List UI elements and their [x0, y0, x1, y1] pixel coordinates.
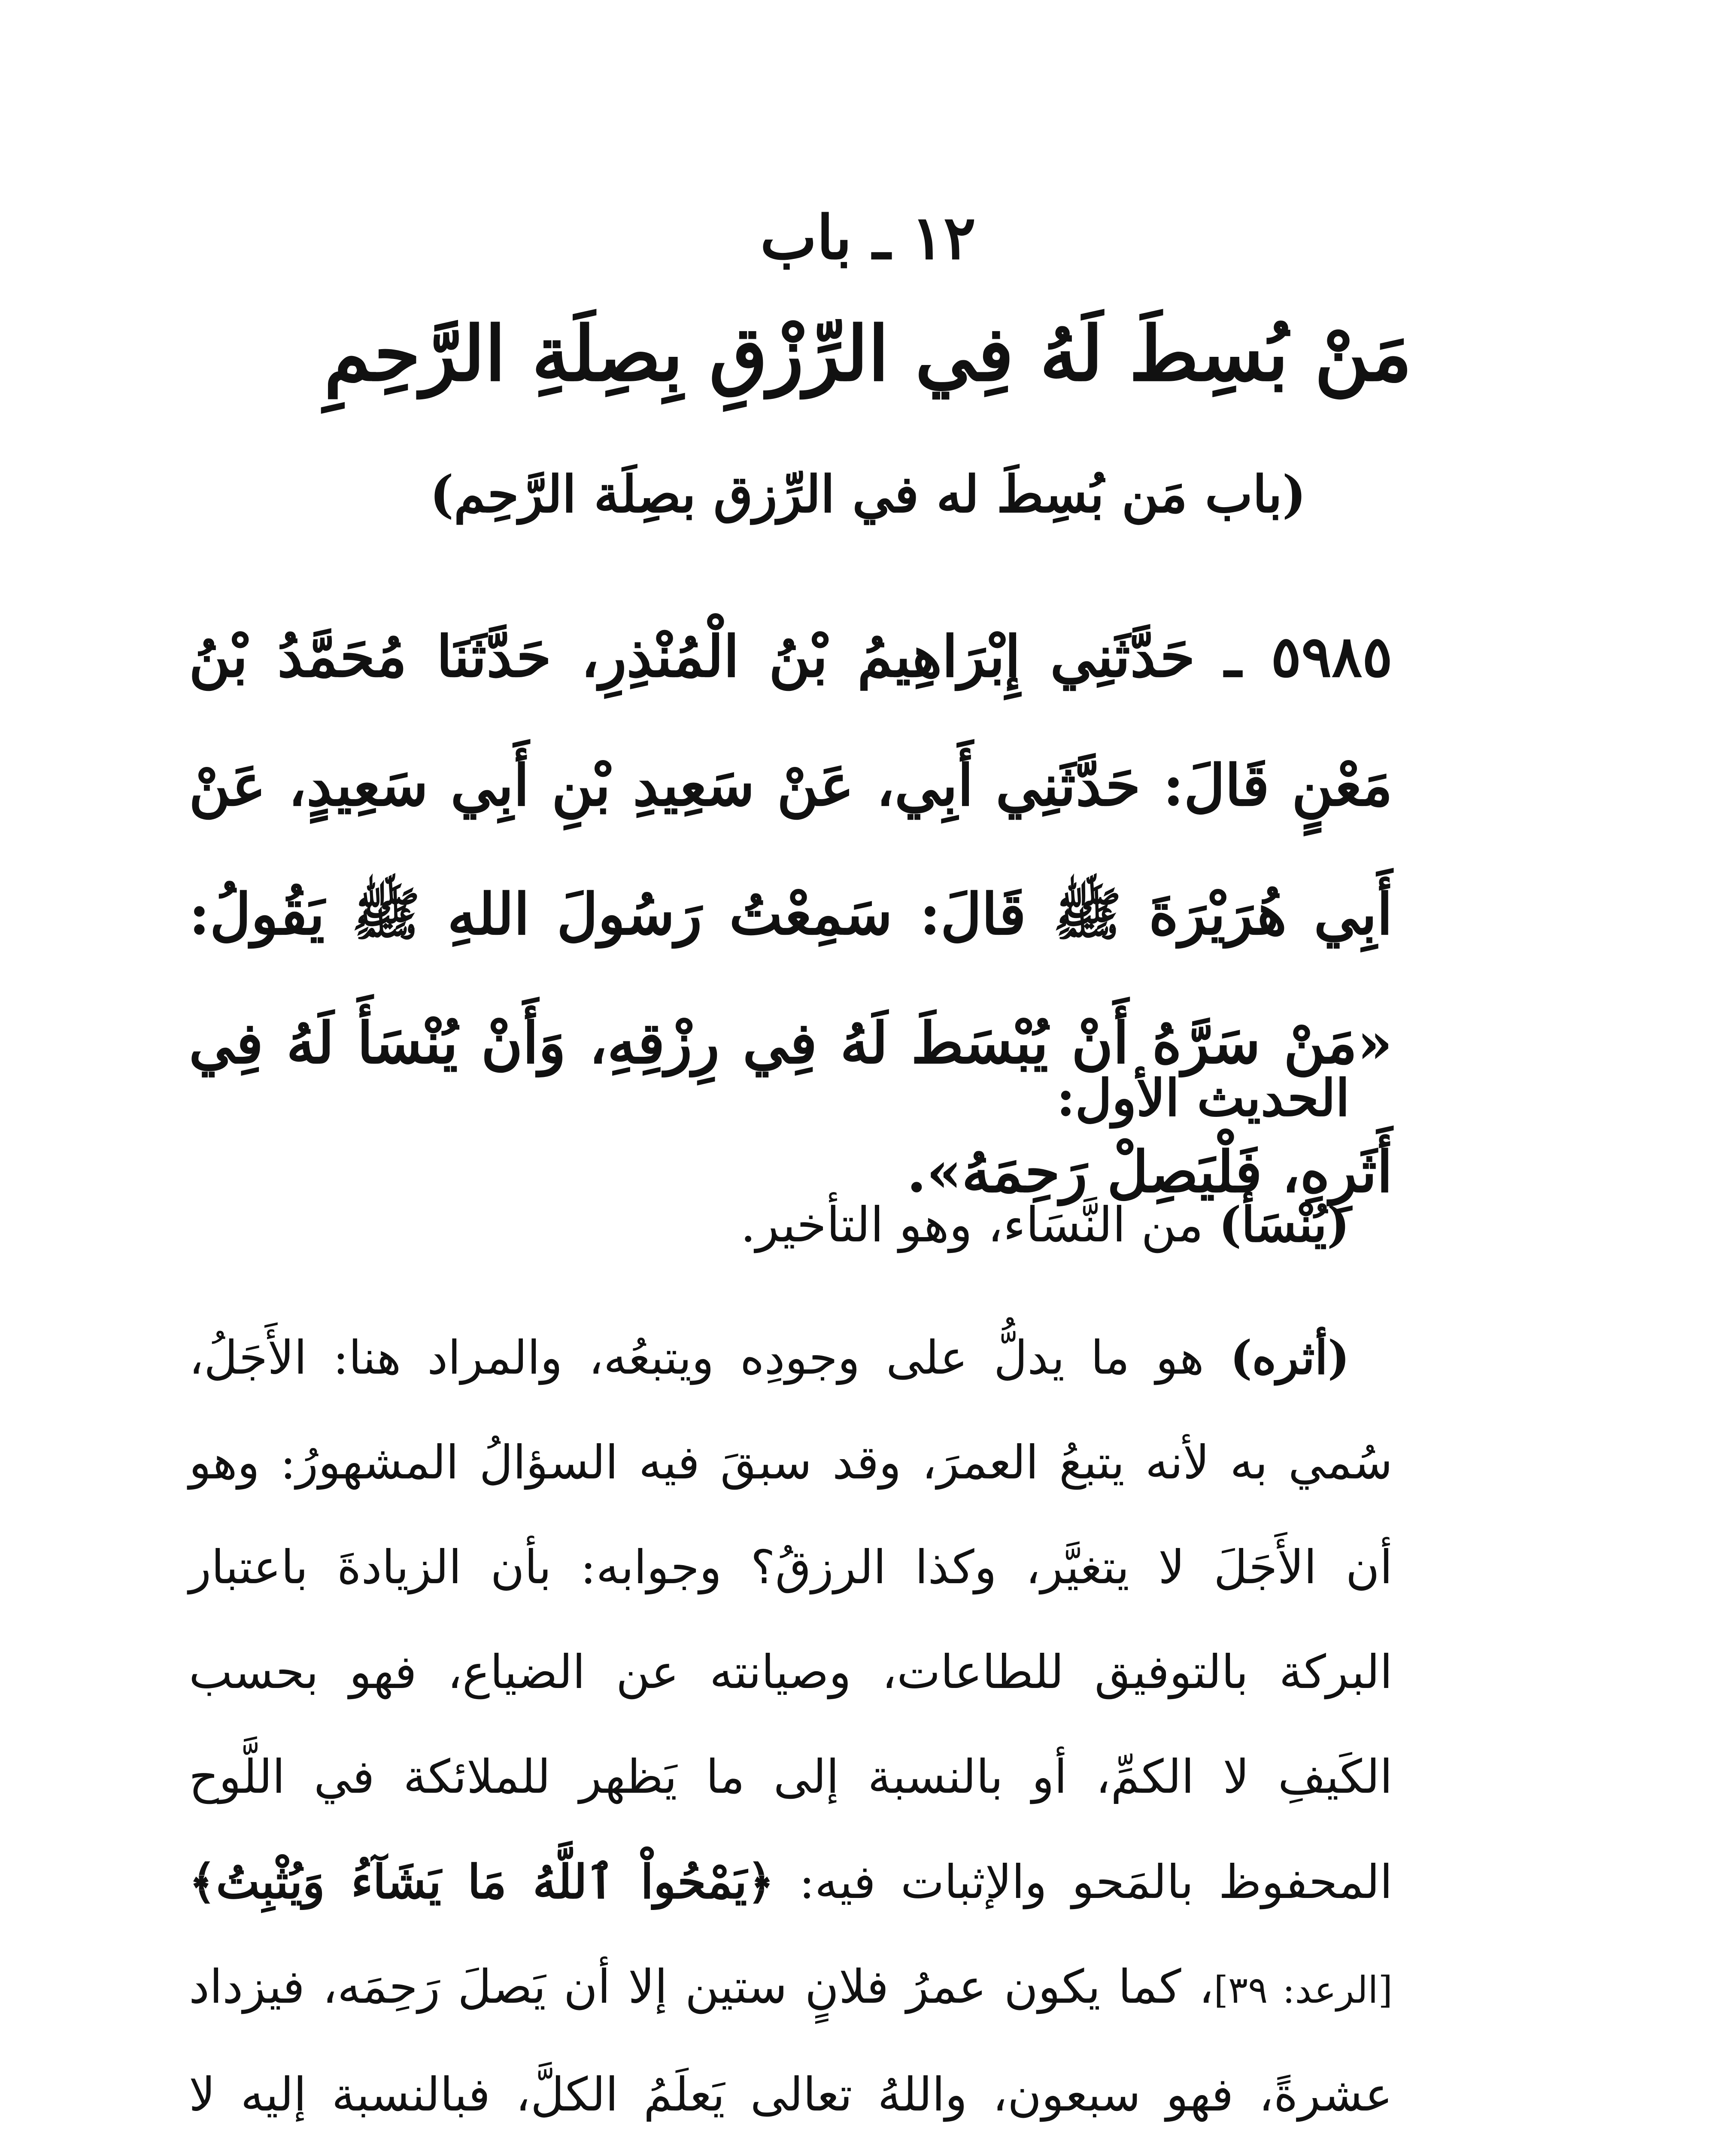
quran-reference: [الرعد: ٣٩] [1214, 1969, 1393, 2012]
chapter-subtitle: (باب مَن بُسِطَ له في الرِّزق بصِلَة الرَّحِم) [430, 464, 1306, 524]
commentary-text-part-1: هو ما يدلُّ على وجودِه ويتبعُه، والمراد هنا: الأَجَلُ، سُمي به لأنه يتبعُ العمرَ، وقد سبقَ فيه السؤالُ المشهورُ: وهو أن الأَجَلَ لا يتغيَّر، وكذا الرزقُ؟ وجوابه: بأن الزيادةَ باعتبار البركة بالتوفيق للطاعات، وصيانته عن الضياع، فهو بحسب الكَيفِ لا الكمِّ، أو بالنسبة إلى ما يَظهر للملائكة في اللَّوح المحفوظ بالمَحو والإثبات فيه: [189, 1331, 1393, 1909]
vocab-entry [189, 1194, 1350, 1257]
commentary-term: (أثره) [1230, 1331, 1350, 1385]
quran-verse: ﴿يَمْحُواْ ٱللَّهُ مَا يَشَآءُ وَيُثْبِتُ﴾ [189, 1855, 774, 1909]
vocab-definition: من النَّسَاء، وهو التأخير. [740, 1197, 1204, 1253]
hadith-text: ٥٩٨٥ ـ حَدَّثَنِي إِبْرَاهِيمُ بْنُ الْمُنْذِرِ، حَدَّثَنَا مُحَمَّدُ بْنُ مَعْنٍ قَالَ: حَدَّثَنِي أَبِي، عَنْ سَعِيدِ بْنِ أَبِي سَعِيدٍ، عَنْ أَبِي هُرَيْرَةَ ﷺ قَالَ: سَمِعْتُ رَسُولَ اللهِ ﷺ يَقُولُ: «مَنْ سَرَّهُ أَنْ يُبْسَطَ لَهُ فِي رِزْقِهِ، وَأَنْ يُنْسَأَ لَهُ فِي أَثَرِهِ، فَلْيَصِلْ رَحِمَهُ». [189, 623, 1393, 1205]
section-label: الحديث الأول: [1056, 1068, 1350, 1128]
commentary-text-part-2: ، كما يكون عمرُ فلانٍ ستين إلا أن يَصلَ رَحِمَه، فيزداد عشرةً، فهو سبعون، واللهُ تعالى يَعلَمُ الكلَّ، فبالنسبة إليه لا [189, 1960, 1393, 2122]
commentary-paragraph [189, 1305, 1393, 2147]
chapter-number: ١٢ ـ باب [760, 203, 976, 273]
chapter-title: مَنْ بُسِطَ لَهُ فِي الرِّزْقِ بِصِلَةِ الرَّحِمِ [324, 310, 1412, 398]
vocab-term: (يُنْسَأ) [1219, 1197, 1350, 1253]
